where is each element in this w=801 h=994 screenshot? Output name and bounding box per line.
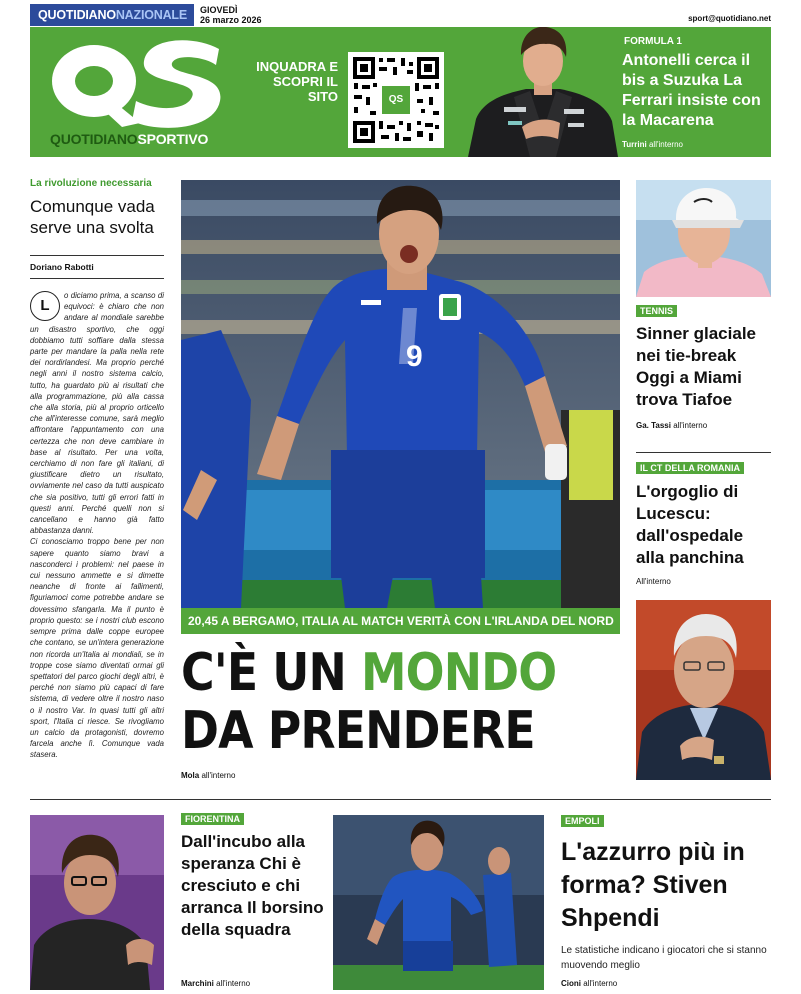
editorial-body-p2: Ci conosciamo troppo bene per non sapere quanto siamo bravi a nasconderci i problemi: nel paese in cui nessuno ammette e si dimette neanche di fronte ai fallimenti, figuriamoci come potrebbe andare se dovessimo sfangarla. Ma il punto è proprio questo: se i nostri club escono sempre prima dalle coppe europee che contano, se un'intera generazione non ricorda un'Italia ai mondiali, se in troppe cose siamo diventati ormai gli spettatori del parco giochi degli altri, è perché non siamo più capaci di fare sistema, di vedere oltre il nostro naso o il nostro Var. In quasi tutti gli altri sport, l'Italia ci riesce. Se rivogliamo un calcio da protagonisti, dovremo farcela anche lì. Comunque vada stasera. bbox=[30, 537, 164, 760]
qr-prompt: INQUADRA E SCOPRI IL SITO bbox=[256, 59, 338, 104]
fiorentina-tag: FIORENTINA bbox=[181, 813, 244, 825]
brand-left: QUOTIDIANO bbox=[38, 8, 116, 22]
f1-byline bbox=[622, 140, 683, 149]
editorial-author: Doriano Rabotti bbox=[30, 262, 94, 272]
qs-logo-icon[interactable] bbox=[44, 33, 224, 133]
issue-date-text: 26 marzo 2026 bbox=[200, 15, 262, 25]
fiorentina-photo[interactable] bbox=[30, 815, 164, 990]
antonelli-photo[interactable] bbox=[468, 27, 618, 157]
editorial-title[interactable]: Comunque vada serve una svolta bbox=[30, 197, 155, 237]
empoli-tag: EMPOLI bbox=[561, 815, 604, 827]
empoli-headline[interactable]: L'azzurro più in forma? Stiven Shpendi bbox=[561, 838, 745, 932]
main-author-suffix: all'interno bbox=[199, 771, 236, 780]
divider bbox=[30, 278, 164, 279]
romania-tag: IL CT DELLA ROMANIA bbox=[636, 462, 744, 474]
tennis-tag: TENNIS bbox=[636, 305, 677, 317]
dropcap: L bbox=[30, 291, 60, 321]
fiorentina-byline bbox=[181, 979, 250, 988]
divider bbox=[30, 255, 164, 256]
qr-logo-label: QS bbox=[388, 94, 404, 105]
main-byline bbox=[181, 771, 235, 780]
tagline-left: QUOTIDIANO bbox=[50, 131, 138, 147]
tennis-author-suffix: all'interno bbox=[670, 421, 708, 430]
f1-author: Turrini bbox=[622, 140, 647, 149]
jersey-number: 9 bbox=[406, 340, 423, 373]
editorial-body bbox=[30, 290, 164, 761]
qr-code[interactable] bbox=[348, 52, 444, 148]
empoli-subhead: Le statistiche indicano i giocatori che si stanno muovendo meglio bbox=[561, 945, 767, 971]
issue-date bbox=[200, 5, 262, 25]
italy-player-photo[interactable] bbox=[181, 180, 620, 608]
contact-email[interactable]: sport@quotidiano.net bbox=[688, 14, 771, 23]
quotidiano-nazionale-brand[interactable] bbox=[30, 4, 194, 26]
f1-kicker: FORMULA 1 bbox=[624, 36, 682, 47]
editorial-kicker: La rivoluzione necessaria bbox=[30, 178, 152, 189]
f1-headline[interactable]: Antonelli cerca il bis a Suzuka La Ferrari insiste con la Macarena bbox=[622, 52, 761, 129]
fiorentina-headline[interactable]: Dall'incubo alla speranza Chi è cresciuto e chi arranca Il borsino della squadra bbox=[181, 832, 324, 939]
editorial-body-p1: o diciamo prima, a scanso di equivoci: è chiaro che non andare al mondiale sarebbe un disastro sportivo, che oggi dobbiamo tutti soffiare dalla stessa parte per mandare la palla nella rete dei nordirlandesi. Ma proprio perché negli anni il nostro sistema calcio, tutto, ha guardato più ai risultati che alla programmazione, più alla cassa che alla storia, più al proprio orticello che all'interesse comune, sarà meglio affrontare l'appuntamento con una certezza che non deve cambiare in base al risultato. Per una volta, cerchiamo di non fare gli italiani, di giustificare dietro un risultato, ovviamente nel caso da tutti auspicato che sia positivo, tutti gli errori fatti in questi anni. Perché quelli non si cancellano e hanno già fatto abbastanza danni. bbox=[30, 291, 164, 536]
masthead bbox=[30, 27, 771, 157]
empoli-author-suffix: all'interno bbox=[581, 979, 618, 988]
qs-tagline bbox=[50, 131, 208, 147]
romania-byline: All'interno bbox=[636, 577, 671, 586]
fiorentina-author: Marchini bbox=[181, 979, 214, 988]
issue-day: GIOVEDÌ bbox=[200, 5, 238, 15]
tennis-author: Ga. Tassi bbox=[636, 421, 671, 430]
fiorentina-author-suffix: all'interno bbox=[213, 979, 251, 988]
sinner-photo[interactable] bbox=[636, 180, 771, 297]
tennis-byline bbox=[636, 421, 707, 430]
empoli-author: Cioni bbox=[561, 979, 581, 988]
main-headline-part-a: C'È UN bbox=[181, 643, 362, 703]
lucescu-headline[interactable]: L'orgoglio di Lucescu: dall'ospedale alla panchina bbox=[636, 482, 744, 567]
brand-right: NAZIONALE bbox=[115, 8, 187, 22]
tagline-right: SPORTIVO bbox=[137, 131, 209, 147]
shpendi-photo[interactable] bbox=[333, 815, 544, 990]
lucescu-photo[interactable] bbox=[636, 600, 771, 780]
empoli-byline bbox=[561, 979, 617, 988]
main-author: Mola bbox=[181, 771, 200, 780]
match-strip: 20,45 A BERGAMO, ITALIA AL MATCH VERITÀ CON L'IRLANDA DEL NORD bbox=[181, 608, 620, 634]
sinner-headline[interactable]: Sinner glaciale nei tie-break Oggi a Miami trova Tiafoe bbox=[636, 324, 756, 409]
section-divider bbox=[30, 799, 771, 800]
jersey-number-group bbox=[406, 340, 423, 373]
divider bbox=[636, 452, 771, 453]
main-headline[interactable] bbox=[181, 644, 586, 760]
f1-author-suffix: all'interno bbox=[646, 140, 683, 149]
main-headline-part-c: DA PRENDERE bbox=[181, 701, 535, 761]
main-headline-highlight: MONDO bbox=[361, 643, 557, 703]
